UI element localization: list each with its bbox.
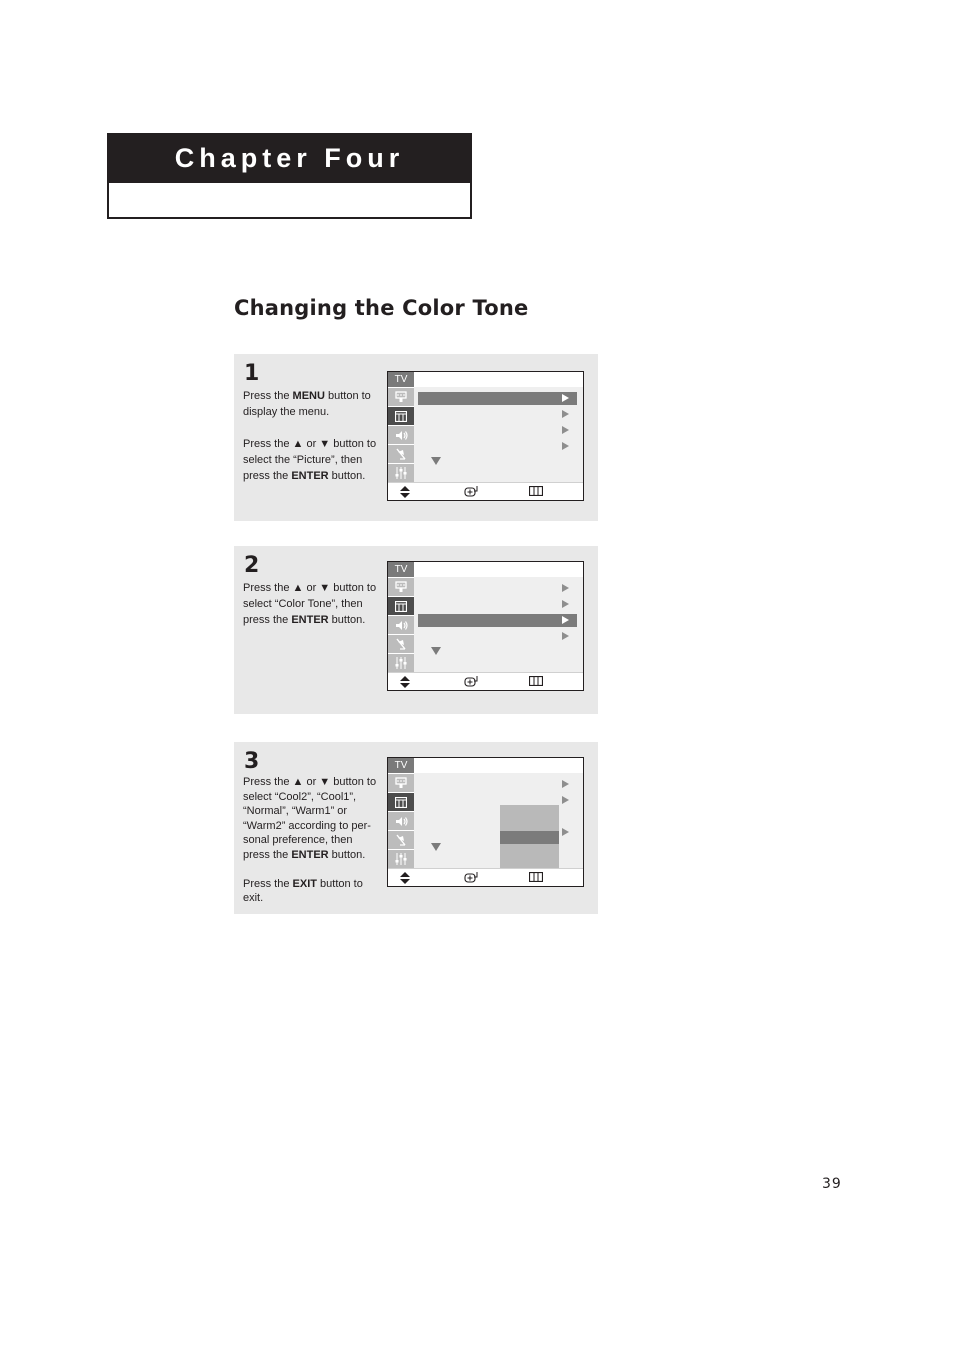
menu-item — [418, 630, 577, 643]
menu-list — [414, 577, 583, 672]
color-tone-options — [500, 805, 559, 869]
menu-sidebar — [388, 372, 414, 482]
submenu-arrow-icon — [562, 828, 569, 836]
tv-label: TV — [388, 758, 414, 773]
input-icon — [388, 387, 414, 406]
menu-item — [418, 408, 577, 421]
instruction-paragraph — [243, 775, 379, 862]
step-3-panel — [234, 742, 598, 914]
menu-header — [414, 562, 583, 577]
submenu-arrow-icon — [562, 616, 569, 624]
button-name: MENU — [292, 390, 325, 402]
menu-item — [418, 392, 577, 405]
instruction-text: button to display the menu. — [243, 390, 371, 418]
menu-header — [414, 372, 583, 387]
submenu-arrow-icon — [562, 410, 569, 418]
page-number: 39 — [822, 1176, 842, 1192]
instruction-text: button to exit. — [243, 877, 363, 904]
step-number: 3 — [244, 749, 260, 774]
tv-label: TV — [388, 562, 414, 577]
step-instructions — [243, 388, 379, 500]
step-number: 2 — [244, 553, 260, 578]
chapter-header — [107, 133, 472, 219]
submenu-arrow-icon — [562, 600, 569, 608]
sound-icon — [388, 811, 414, 830]
menu-footer — [388, 672, 583, 690]
picture-icon — [388, 406, 414, 425]
submenu-arrow-icon — [562, 584, 569, 592]
menu-item — [418, 440, 577, 453]
step-2-panel — [234, 546, 598, 714]
step-instructions — [243, 775, 379, 920]
setup-icon — [388, 653, 414, 672]
setup-icon — [388, 849, 414, 868]
menu-footer — [388, 868, 583, 886]
channel-icon — [388, 634, 414, 653]
menu-item — [418, 598, 577, 611]
tv-label: TV — [388, 372, 414, 387]
instruction-paragraph — [243, 388, 379, 420]
channel-icon — [388, 830, 414, 849]
instruction-text: button. — [328, 848, 366, 861]
instruction-text: Press the ▲ or ▼ button to select “Cool2”, “Cool1”, “Normal”, “Warm1” or “Warm2” according to per-sonal preference, then press the — [243, 776, 377, 861]
menu-item — [418, 582, 577, 595]
tv-menu-screen — [387, 757, 584, 887]
instruction-text: Press the ▲ or ▼ button to select the “Picture”, then press the — [243, 438, 377, 482]
instruction-text: button. — [328, 470, 366, 482]
submenu-arrow-icon — [562, 796, 569, 804]
sound-icon — [388, 615, 414, 634]
more-down-icon — [431, 647, 441, 655]
input-icon — [388, 773, 414, 792]
button-name: ENTER — [291, 614, 329, 626]
chapter-label: Chapter Four — [109, 135, 470, 183]
menu-header — [414, 758, 583, 773]
setup-icon — [388, 463, 414, 482]
submenu-arrow-icon — [562, 442, 569, 450]
instruction-text: Press the ▲ or ▼ button to select “Color Tone”, then press the — [243, 582, 377, 626]
tv-menu-screen — [387, 561, 584, 691]
step-instructions — [243, 580, 379, 644]
instruction-text: Press the — [243, 390, 293, 402]
button-name: ENTER — [291, 470, 329, 482]
input-icon — [388, 577, 414, 596]
menu-footer — [388, 482, 583, 500]
picture-icon — [388, 792, 414, 811]
more-down-icon — [431, 457, 441, 465]
instruction-paragraph — [243, 877, 379, 906]
step-number: 1 — [244, 361, 260, 386]
instruction-paragraph — [243, 436, 379, 484]
menu-item — [418, 614, 577, 627]
submenu-arrow-icon — [562, 632, 569, 640]
menu-sidebar — [388, 562, 414, 672]
more-down-icon — [431, 843, 441, 851]
button-name: ENTER — [291, 848, 329, 861]
menu-list — [414, 387, 583, 482]
selected-option — [500, 831, 559, 844]
channel-icon — [388, 444, 414, 463]
step-1-panel — [234, 354, 598, 521]
instruction-paragraph — [243, 580, 379, 628]
menu-item — [418, 778, 577, 791]
menu-item — [418, 424, 577, 437]
submenu-arrow-icon — [562, 426, 569, 434]
button-name: EXIT — [292, 877, 317, 890]
instruction-text: button. — [328, 614, 366, 626]
menu-sidebar — [388, 758, 414, 868]
section-title: Changing the Color Tone — [234, 296, 529, 320]
picture-icon — [388, 596, 414, 615]
submenu-arrow-icon — [562, 394, 569, 402]
sound-icon — [388, 425, 414, 444]
tv-menu-screen — [387, 371, 584, 501]
instruction-text: Press the — [243, 877, 293, 890]
submenu-arrow-icon — [562, 780, 569, 788]
menu-list — [414, 773, 583, 868]
